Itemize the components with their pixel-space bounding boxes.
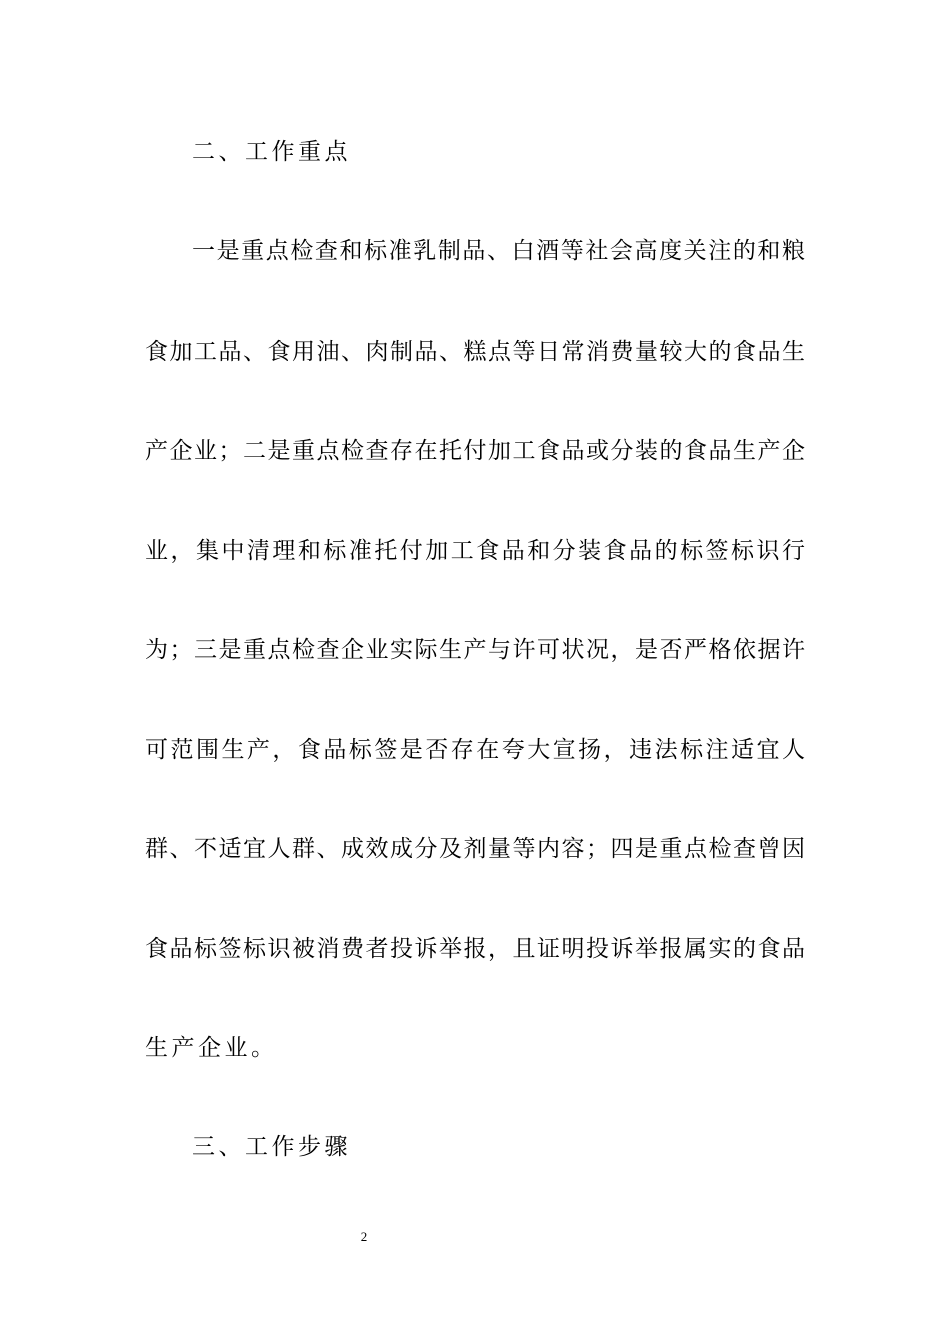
- paragraph-line: 为；三是重点检查企业实际生产与许可状况，是否严格依据许: [145, 637, 805, 663]
- paragraph-line: 产企业；二是重点检查存在托付加工食品或分装的食品生产企: [145, 438, 805, 464]
- paragraph-line: 食加工品、食用油、肉制品、糕点等日常消费量较大的食品生: [145, 339, 805, 365]
- paragraph-line: 一是重点检查和标准乳制品、白酒等社会高度关注的和粮: [192, 238, 805, 264]
- paragraph-line: 群、不适宜人群、成效成分及剂量等内容；四是重点检查曾因: [145, 836, 805, 862]
- paragraph-line: 业，集中清理和标准托付加工食品和分装食品的标签标识行: [145, 538, 805, 564]
- section-heading-work-focus: 二、工作重点: [192, 139, 351, 165]
- paragraph-line: 食品标签标识被消费者投诉举报，且证明投诉举报属实的食品: [145, 936, 805, 962]
- paragraph-line: 可范围生产，食品标签是否存在夸大宣扬，违法标注适宜人: [145, 737, 805, 763]
- section-heading-work-steps: 三、工作步骤: [192, 1134, 351, 1160]
- page-number: 2: [360, 1229, 368, 1244]
- paragraph-line-last: 生产企业。: [145, 1035, 278, 1061]
